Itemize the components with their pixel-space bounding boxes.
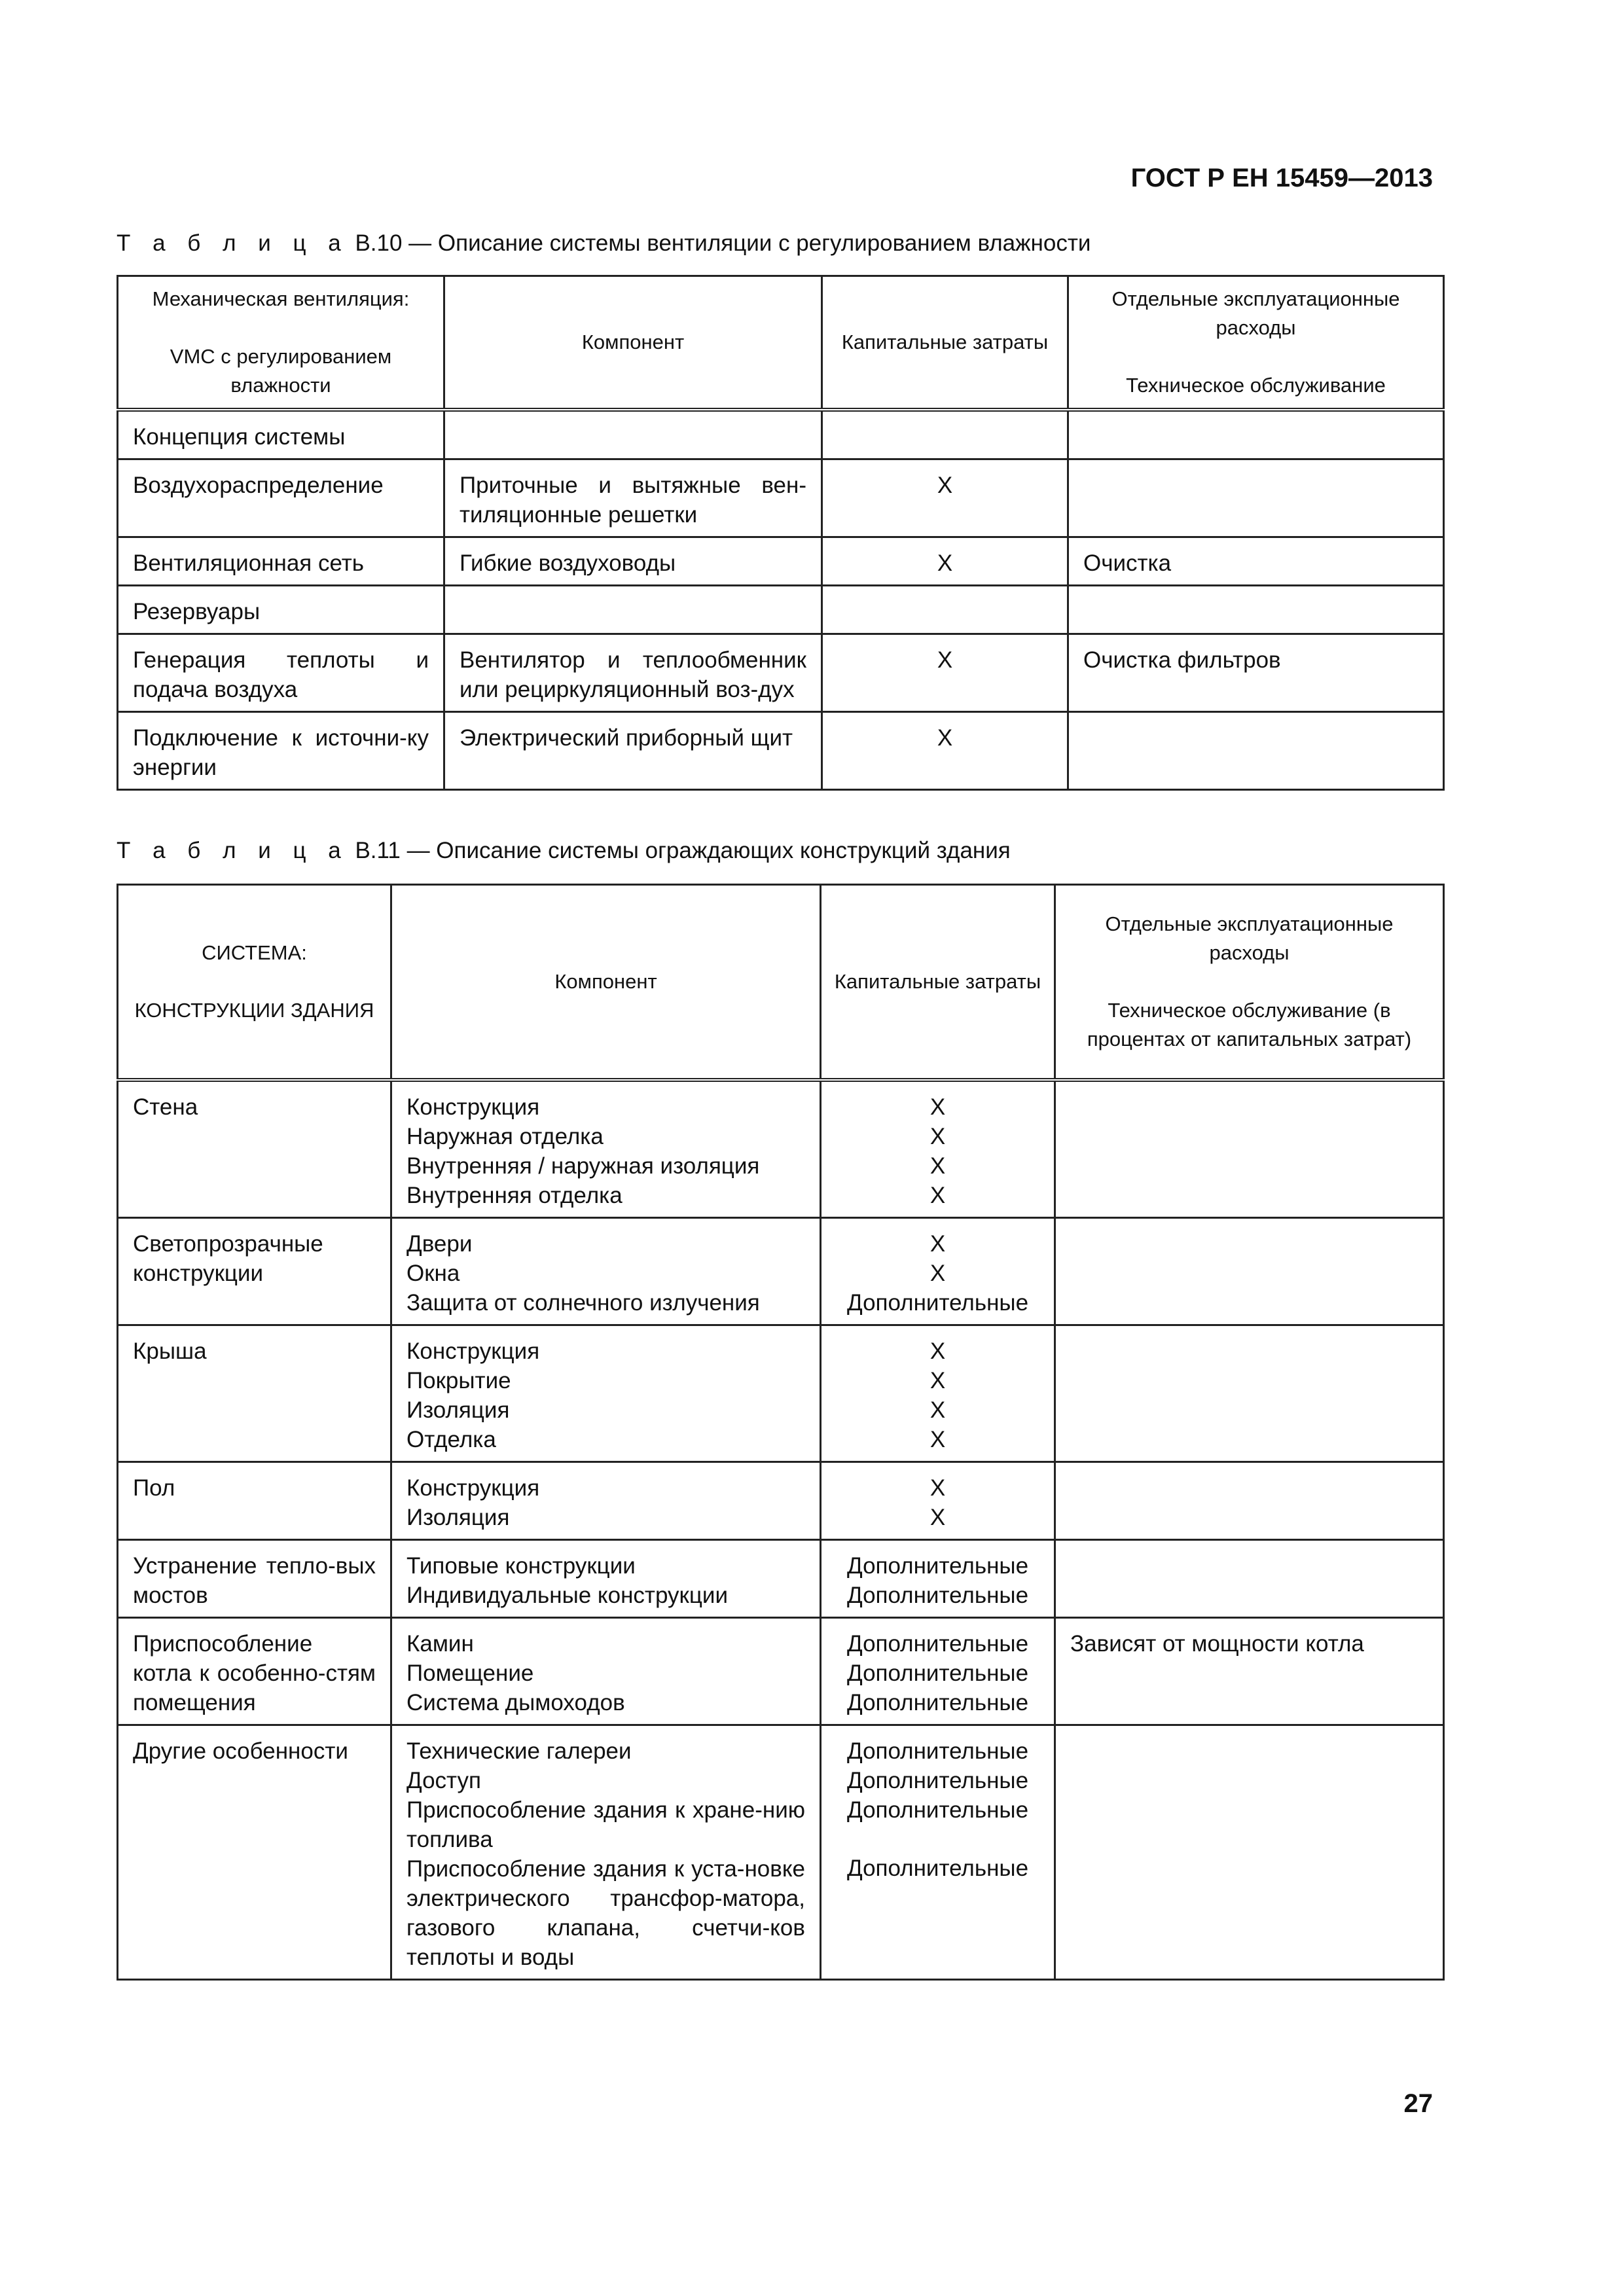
header-cell-component: Компонент <box>444 276 822 410</box>
capital-item: X <box>929 1368 946 1393</box>
page-number: 27 <box>1403 2089 1433 2118</box>
capital-item: Дополнительные <box>846 1797 1029 1823</box>
table-row <box>118 1218 1444 1325</box>
header-text: Отдельные эксплуатационные расходы <box>1111 287 1400 339</box>
cell-maintenance <box>1068 410 1444 459</box>
cell-system: Концепция системы <box>118 410 444 459</box>
table-header-row <box>118 276 1444 410</box>
component-item: Приспособление здания к хране-нию топлива <box>406 1797 805 1852</box>
capital-item <box>836 1825 1039 1854</box>
capital-item: X <box>929 1338 946 1364</box>
caption-text: В.11 — Описание системы ограждающих конструкций здания <box>348 838 1011 863</box>
cell-system: Пол <box>118 1462 391 1540</box>
capital-item: Дополнительные <box>846 1768 1029 1793</box>
capital-item: X <box>929 1231 946 1257</box>
capital-item: X <box>929 1397 946 1423</box>
header-cell-maintenance <box>1055 885 1444 1081</box>
component-item: Типовые конструкции <box>406 1553 636 1579</box>
cell-capital <box>821 1325 1055 1462</box>
cell-maintenance <box>1055 1462 1444 1540</box>
component-item: Индивидуальные конструкции <box>406 1583 728 1608</box>
header-cell-system <box>118 276 444 410</box>
cell-system: Крыша <box>118 1325 391 1462</box>
table-row <box>118 1540 1444 1618</box>
capital-item: X <box>929 1124 946 1149</box>
table-row <box>118 1462 1444 1540</box>
cell-component: Электрический приборный щит <box>444 712 822 790</box>
table-row <box>118 1618 1444 1725</box>
component-item: Доступ <box>406 1768 481 1793</box>
component-item: Технические галереи <box>406 1738 632 1764</box>
cell-maintenance <box>1068 712 1444 790</box>
cell-component <box>391 1080 821 1218</box>
table-header-row <box>118 885 1444 1081</box>
cell-capital: X <box>822 634 1068 712</box>
cell-system: Стена <box>118 1080 391 1218</box>
table-row <box>118 410 1444 459</box>
capital-item: Дополнительные <box>846 1583 1029 1608</box>
cell-maintenance: Зависят от мощности котла <box>1055 1618 1444 1725</box>
component-item: Система дымоходов <box>406 1690 625 1715</box>
header-text: Отдельные эксплуатационные расходы <box>1105 912 1394 964</box>
cell-system: Воздухораспределение <box>118 459 444 537</box>
cell-component <box>444 410 822 459</box>
cell-maintenance: Очистка фильтров <box>1068 634 1444 712</box>
table-b10-caption <box>117 230 1091 257</box>
component-item: Приспособление здания к уста-новке электрического трансфор-матора, газового клапана, счетчи-ков теплоты и воды <box>406 1856 805 1970</box>
cell-maintenance <box>1055 1080 1444 1218</box>
cell-maintenance <box>1068 459 1444 537</box>
cell-capital <box>821 1540 1055 1618</box>
table-row <box>118 459 1444 537</box>
header-text: VMC с регулированием влажности <box>170 345 392 397</box>
cell-capital: X <box>822 712 1068 790</box>
cell-system: Устранение тепло-вых мостов <box>118 1540 391 1618</box>
component-item: Камин <box>406 1631 474 1657</box>
component-item: Наружная отделка <box>406 1124 604 1149</box>
cell-maintenance <box>1055 1540 1444 1618</box>
component-item: Отделка <box>406 1427 496 1452</box>
capital-item: Дополнительные <box>846 1738 1029 1764</box>
capital-item: X <box>929 1427 946 1452</box>
cell-maintenance: Очистка <box>1068 537 1444 586</box>
table-row <box>118 712 1444 790</box>
cell-capital <box>822 410 1068 459</box>
cell-maintenance <box>1055 1325 1444 1462</box>
table-row <box>118 634 1444 712</box>
cell-capital <box>821 1080 1055 1218</box>
cell-component: Гибкие воздуховоды <box>444 537 822 586</box>
cell-component <box>391 1462 821 1540</box>
table-b11-caption <box>117 838 1011 864</box>
component-item: Изоляция <box>406 1397 510 1423</box>
capital-item: Дополнительные <box>846 1690 1029 1715</box>
table-row <box>118 1325 1444 1462</box>
capital-item: X <box>929 1183 946 1208</box>
cell-maintenance <box>1055 1218 1444 1325</box>
header-text: Техническое обслуживание <box>1126 374 1386 397</box>
capital-item: X <box>929 1261 946 1286</box>
cell-component <box>391 1618 821 1725</box>
cell-system: Подключение к источни-ку энергии <box>118 712 444 790</box>
cell-capital <box>821 1725 1055 1980</box>
cell-component <box>391 1325 821 1462</box>
header-cell-capital: Капитальные затраты <box>822 276 1068 410</box>
cell-system: Приспособление котла к особенно-стям помещения <box>118 1618 391 1725</box>
table-row <box>118 586 1444 634</box>
table-b11 <box>117 884 1445 1981</box>
cell-system: Резервуары <box>118 586 444 634</box>
cell-system: Другие особенности <box>118 1725 391 1980</box>
capital-item: X <box>929 1094 946 1120</box>
component-item: Помещение <box>406 1660 534 1686</box>
component-item: Окна <box>406 1261 460 1286</box>
component-item: Защита от солнечного излучения <box>406 1290 760 1316</box>
table-row <box>118 537 1444 586</box>
component-item: Внутренняя отделка <box>406 1183 623 1208</box>
cell-capital <box>821 1618 1055 1725</box>
header-cell-maintenance <box>1068 276 1444 410</box>
header-cell-capital: Капитальные затраты <box>821 885 1055 1081</box>
cell-maintenance <box>1055 1725 1444 1980</box>
cell-capital <box>821 1218 1055 1325</box>
header-text: Техническое обслуживание (в процентах от капитальных затрат) <box>1087 999 1412 1050</box>
cell-capital <box>822 586 1068 634</box>
table-row <box>118 1725 1444 1980</box>
cell-component: Приточные и вытяжные вен-тиляционные решетки <box>444 459 822 537</box>
cell-component <box>391 1540 821 1618</box>
cell-component <box>391 1218 821 1325</box>
cell-capital <box>821 1462 1055 1540</box>
component-item: Изоляция <box>406 1505 510 1530</box>
caption-label: Т а б л и ц а <box>117 230 349 256</box>
cell-capital: X <box>822 459 1068 537</box>
component-item: Двери <box>406 1231 473 1257</box>
cell-system: Светопрозрачные конструкции <box>118 1218 391 1325</box>
cell-capital: X <box>822 537 1068 586</box>
capital-item: X <box>929 1475 946 1501</box>
capital-item: Дополнительные <box>846 1660 1029 1686</box>
header-text: Механическая вентиляция: <box>152 287 410 310</box>
capital-item: Дополнительные <box>846 1631 1029 1657</box>
cell-component: Вентилятор и теплообменник или рециркуляционный воз-дух <box>444 634 822 712</box>
component-item: Конструкция <box>406 1338 540 1364</box>
table-b10 <box>117 275 1445 791</box>
capital-item: Дополнительные <box>846 1290 1029 1316</box>
caption-label: Т а б л и ц а <box>117 838 349 863</box>
cell-maintenance <box>1068 586 1444 634</box>
capital-item: X <box>929 1153 946 1179</box>
component-item: Конструкция <box>406 1475 540 1501</box>
caption-text: В.10 — Описание системы вентиляции с регулированием влажности <box>348 230 1091 256</box>
header-cell-system <box>118 885 391 1081</box>
cell-component <box>444 586 822 634</box>
table-row <box>118 1080 1444 1218</box>
component-item: Внутренняя / наружная изоляция <box>406 1153 760 1179</box>
header-text: КОНСТРУКЦИИ ЗДАНИЯ <box>134 999 374 1022</box>
capital-item: Дополнительные <box>846 1856 1029 1881</box>
header-text: СИСТЕМА: <box>202 941 307 964</box>
document-code: ГОСТ Р ЕН 15459—2013 <box>1130 164 1433 192</box>
cell-system: Генерация теплоты и подача воздуха <box>118 634 444 712</box>
component-item: Покрытие <box>406 1368 511 1393</box>
cell-component <box>391 1725 821 1980</box>
component-item: Конструкция <box>406 1094 540 1120</box>
capital-item: Дополнительные <box>846 1553 1029 1579</box>
header-cell-component: Компонент <box>391 885 821 1081</box>
capital-item: X <box>929 1505 946 1530</box>
cell-system: Вентиляционная сеть <box>118 537 444 586</box>
